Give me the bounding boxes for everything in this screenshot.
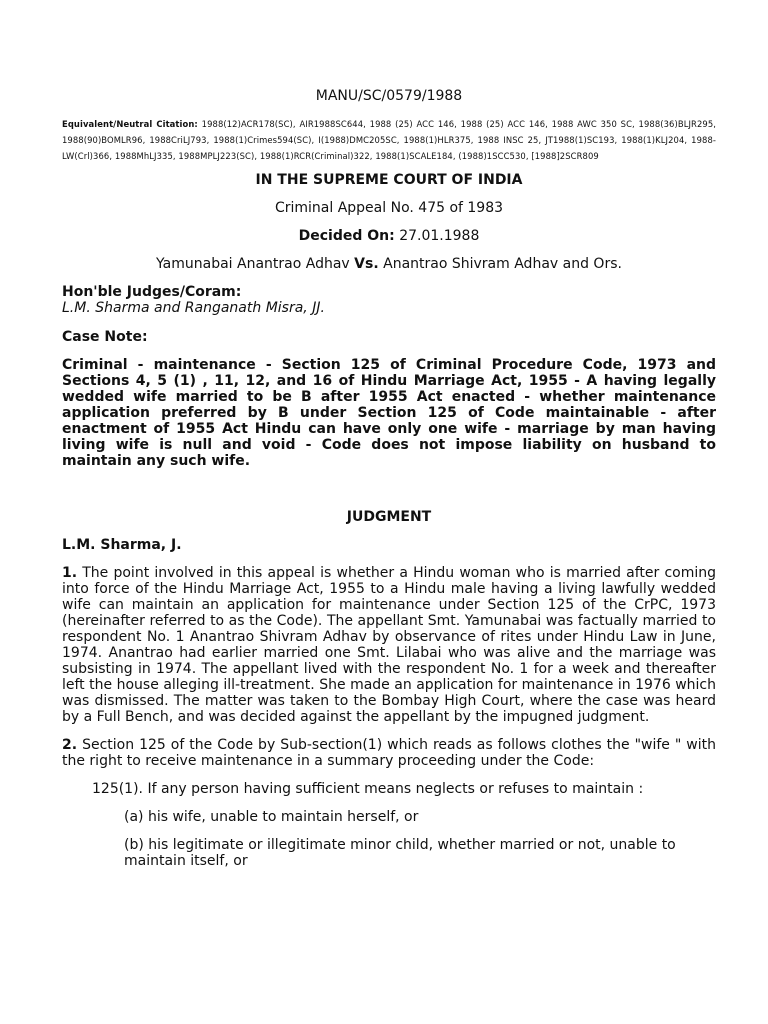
paragraph-text: The point involved in this appeal is whether a Hindu woman who is married after coming into force of the Hindu Marriage Act, 1955 to a Hindu male having a living lawfully wedded wife can maintain an application for maintenance under Section 125 of the CrPC, 1973 (hereinafter referred to as the Code). The appellant Smt. Yamunabai was factually married to respondent No. 1 Anantrao Shivram Adhav by observance of rites under Hindu Law in June, 1974. Anantrao had earlier married one Smt. Lilabai who was alive and the marriage was subsisting in 1974. The appellant lived with the respondent No. 1 for a week and thereafter left the house alleging ill-treatment. She made an application for maintenance in 1976 which was dismissed. The matter was taken to the Bombay High Court, where the case was heard by a Full Bench, and was decided against the appellant by the impugned judgment. [62, 565, 716, 725]
paragraph-1 [62, 565, 716, 725]
statute-quote-intro: 125(1). If any person having sufficient means neglects or refuses to maintain : [92, 781, 644, 797]
paragraph-text: Section 125 of the Code by Sub-section(1) which reads as follows clothes the "wife " with the right to receive maintenance in a summary proceeding under the Code: [62, 737, 717, 769]
paragraph-2 [62, 737, 716, 769]
citation-label: Equivalent/Neutral Citation: [62, 119, 198, 129]
decided-on [62, 228, 716, 244]
statute-quote-item-a: (a) his wife, unable to maintain herself, or [124, 809, 419, 825]
court-name: IN THE SUPREME COURT OF INDIA [255, 172, 523, 188]
case-parties [62, 256, 716, 272]
citation-block [62, 116, 716, 164]
manu-id: MANU/SC/0579/1988 [315, 88, 463, 104]
citation-text: 1988(12)ACR178(SC), AIR1988SC644, 1988 (25) ACC 146, 1988 (25) ACC 146, 1988 AWC 350 SC, 1988(36)BLJR295, 1988(90)BOMLR96, 1988CriLJ793, 1988(1)Crimes594(SC), I(1988)DMC205SC, 1988(1)HLR375, 1988 INSC 25, JT1988(1)SC193, 1988(1)KLJ204, 1988-LW(Crl)366, 1988MhLJ335, 1988MPLJ223(SC), 1988(1)RCR(Criminal)322, 1988(1)SCALE184, (1988)1SCC530, [1988]2SCR809 [62, 119, 717, 161]
case-note-text: Criminal - maintenance - Section 125 of Criminal Procedure Code, 1973 and Sections 4, 5 (1) , 11, 12, and 16 of Hindu Marriage Act, 1955 - A having legally wedded wife married to be B after 1955 Act enacted - whether maintenance application preferred by B under Section 125 of Code maintainable - after enactment of 1955 Act Hindu can have only one wife - marriage by man having living wife is null and void - Code does not impose liability on husband to maintain any such wife. [62, 357, 716, 469]
judges-label: Hon'ble Judges/Coram: [62, 284, 242, 300]
judgment-heading: JUDGMENT [346, 509, 432, 525]
judges-names: L.M. Sharma and Ranganath Misra, JJ. [62, 300, 325, 316]
appellant-name: Yamunabai Anantrao Adhav [156, 256, 350, 272]
versus-label: Vs. [354, 256, 379, 272]
decided-label: Decided On: [298, 228, 395, 244]
appeal-number: Criminal Appeal No. 475 of 1983 [274, 200, 504, 216]
decided-date: 27.01.1988 [399, 228, 480, 244]
case-note-label: Case Note: [62, 329, 148, 345]
paragraph-number: 2. [62, 737, 78, 753]
judgment-author: L.M. Sharma, J. [62, 537, 182, 553]
statute-quote-item-b: (b) his legitimate or illegitimate minor child, whether married or not, unable to maintain itself, or [124, 837, 676, 869]
paragraph-number: 1. [62, 565, 78, 581]
respondent-name: Anantrao Shivram Adhav and Ors. [383, 256, 622, 272]
